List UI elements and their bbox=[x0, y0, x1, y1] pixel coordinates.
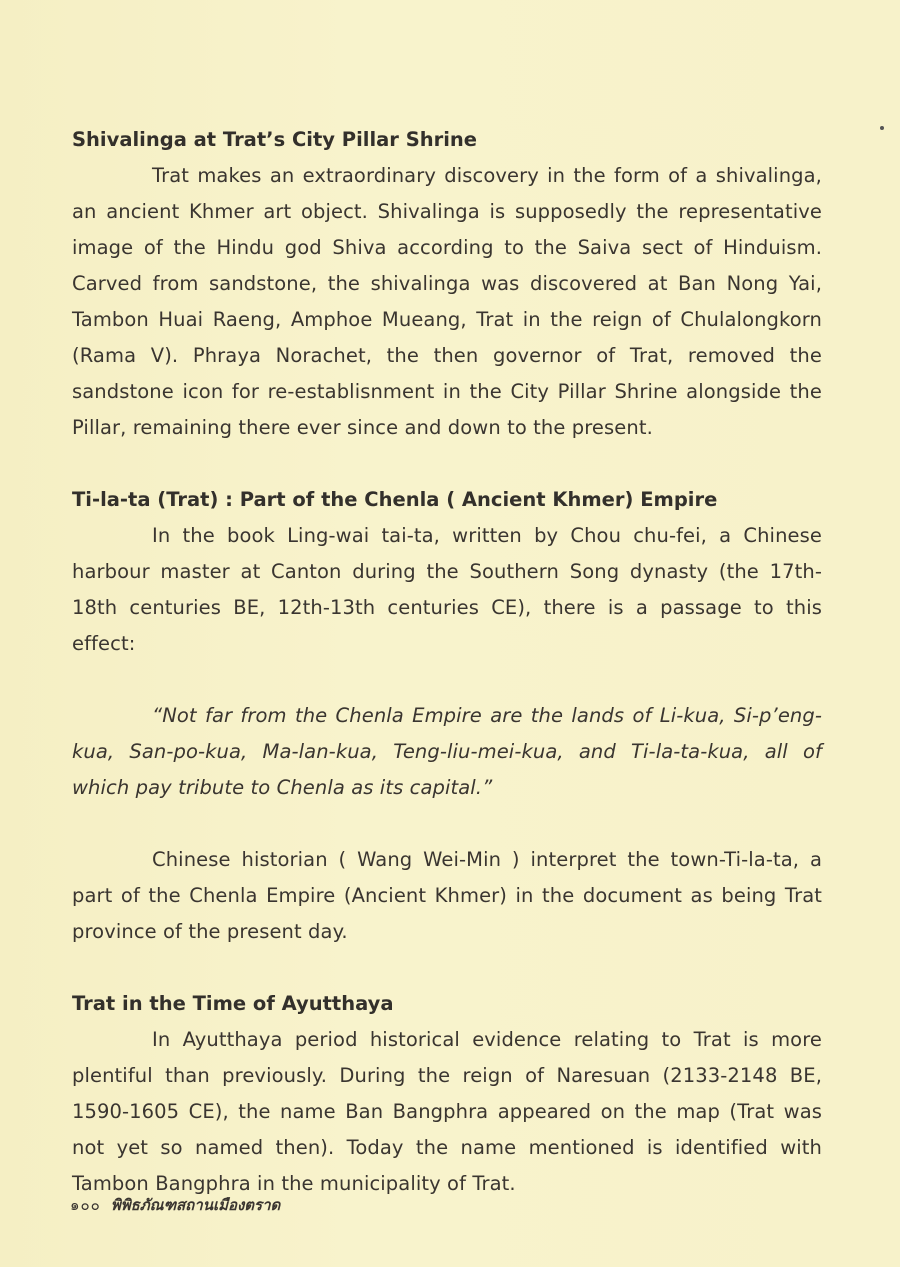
section-heading-ayutthaya: Trat in the Time of Ayutthaya bbox=[72, 992, 394, 1015]
quote-passage: “Not far from the Chenla Empire are the lands of Li-kua, Si-p’eng-kua, San-po-kua, Ma-lan-kua, Teng-liu-mei-kua, and Ti-la-ta-kua, all of which pay tribute to Chenla as its capital.” bbox=[72, 704, 822, 799]
paragraph-shivalinga: Trat makes an extraordinary discovery in the form of a shivalinga, an ancient Khmer art object. Shivalinga is supposedly the representative image of the Hindu god Shiva according to the Saiva sect of Hinduism. Carved from sandstone, the shivalinga was discovered at Ban Nong Yai, Tambon Huai Raeng, Amphoe Mueang, Trat in the reign of Chulalongkorn (Rama V). Phraya Norachet, the then governor of Trat, removed the sandstone icon for re-establisnment in the City Pillar Shrine alongside the Pillar, remaining there ever since and down to the present. bbox=[72, 164, 822, 439]
paragraph-ayutthaya: In Ayutthaya period historical evidence relating to Trat is more plentiful than previously. During the reign of Naresuan (2133-2148 BE, 1590-1605 CE), the name Ban Bangphra appeared on the map (Trat was not yet so named then). Today the name mentioned is identified with Tambon Bangphra in the municipality of Trat. bbox=[72, 1028, 822, 1195]
book-title: พิพิธภัณฑสถานเมืองตราด bbox=[110, 1196, 281, 1214]
speck-mark bbox=[880, 126, 884, 130]
page-footer bbox=[70, 1193, 280, 1217]
page-content bbox=[72, 122, 822, 1202]
paragraph-ling-wai: In the book Ling-wai tai-ta, written by Chou chu-fei, a Chinese harbour master at Canton during the Southern Song dynasty (the 17th-18th centuries BE, 12th-13th centuries CE), there is a passage to this effect: bbox=[72, 524, 822, 655]
section-heading-tilata: Ti-la-ta (Trat) : Part of the Chenla ( Ancient Khmer) Empire bbox=[72, 488, 718, 511]
paragraph-wang-wei-min: Chinese historian ( Wang Wei-Min ) interpret the town-Ti-la-ta, a part of the Chenla Empire (Ancient Khmer) in the document as being Trat province of the present day. bbox=[72, 848, 822, 943]
page-number: ๑๐๐ bbox=[70, 1196, 101, 1214]
section-heading-shivalinga: Shivalinga at Trat’s City Pillar Shrine bbox=[72, 128, 478, 151]
